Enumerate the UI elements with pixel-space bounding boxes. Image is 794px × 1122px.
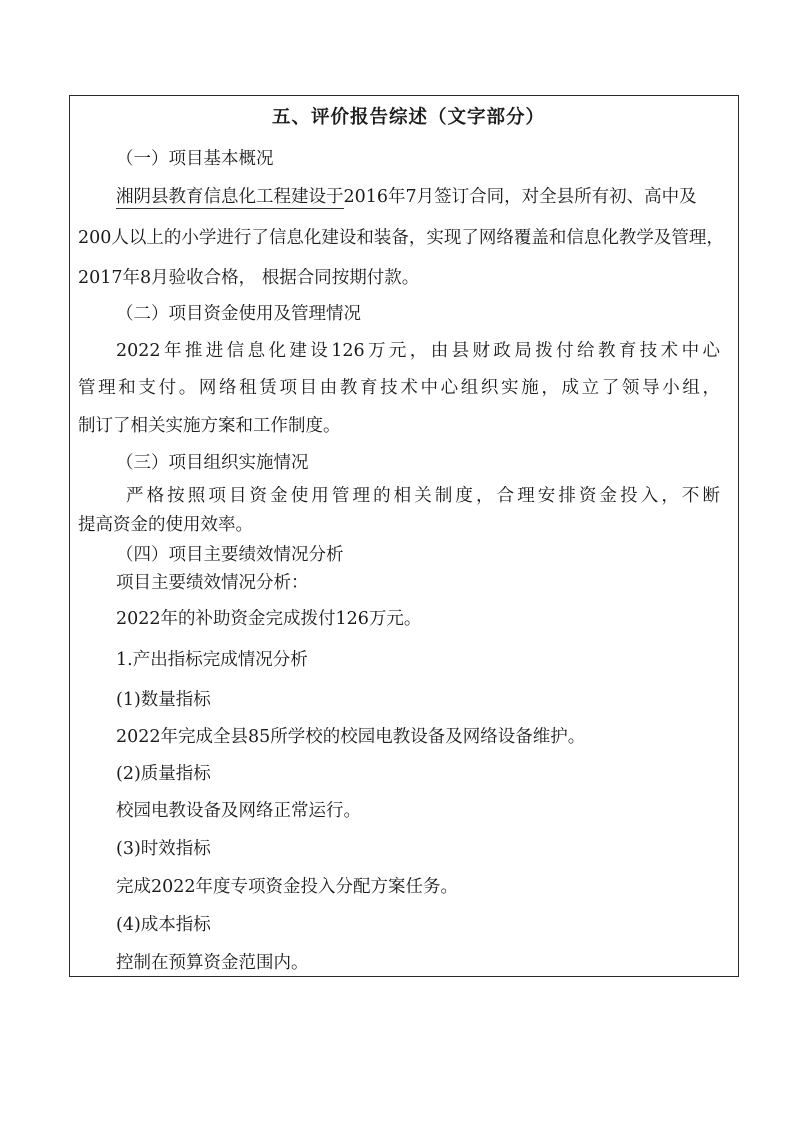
section-2-paragraph-line-1: 2022年推进信息化建设126万元，由县财政局拨付给教育技术中心 — [116, 341, 720, 361]
quality-indicator-text: 校园电教设备及网络正常运行。 — [116, 801, 361, 821]
section-2-paragraph-line-3: 制订了相关实施方案和工作制度。 — [78, 416, 341, 436]
section-1-line-1-rest: 2016年7月签订合同，对全县所有初、高中及 — [343, 187, 697, 207]
cost-indicator-label: (4)成本指标 — [116, 915, 211, 935]
output-indicators-heading: 1.产出指标完成情况分析 — [116, 650, 308, 670]
section-2-paragraph-line-2: 管理和支付。网络租赁项目由教育技术中心组织实施，成立了领导小组， — [78, 378, 720, 398]
timeliness-indicator-text: 完成2022年度专项资金投入分配方案任务。 — [116, 877, 459, 897]
underlined-project-name: 湘阴县教育信息化工程建设于 — [116, 187, 344, 207]
section-2-heading: （二）项目资金使用及管理情况 — [116, 304, 361, 324]
section-1-paragraph-line-2: 200人以上的小学进行了信息化建设和装备，实现了网络覆盖和信息化教学及管理， — [78, 228, 724, 248]
cost-indicator-text: 控制在预算资金范围内。 — [116, 953, 309, 973]
section-3-heading: （三）项目组织实施情况 — [116, 453, 309, 473]
section-1-heading: （一）项目基本概况 — [116, 149, 274, 169]
section-4-intro: 项目主要绩效情况分析： — [116, 573, 309, 593]
funding-summary: 2022年的补助资金完成拨付126万元。 — [116, 609, 422, 629]
quantity-indicator-label: (1)数量指标 — [116, 690, 211, 710]
section-3-paragraph-line-1: 严格按照项目资金使用管理的相关制度，合理安排资金投入，不断 — [126, 486, 720, 506]
section-1-paragraph-line-1 — [116, 185, 720, 209]
timeliness-indicator-label: (3)时效指标 — [116, 839, 211, 859]
page-title: 五、评价报告综述（文字部分） — [272, 107, 546, 128]
section-1-paragraph-line-3: 2017年8月验收合格， 根据合同按期付款。 — [78, 268, 420, 288]
quantity-indicator-text: 2022年完成全县85所学校的校园电教设备及网络设备维护。 — [116, 727, 586, 747]
section-3-paragraph-line-2: 提高资金的使用效率。 — [78, 515, 253, 535]
section-4-heading: （四）项目主要绩效情况分析 — [116, 545, 344, 565]
quality-indicator-label: (2)质量指标 — [116, 764, 211, 784]
